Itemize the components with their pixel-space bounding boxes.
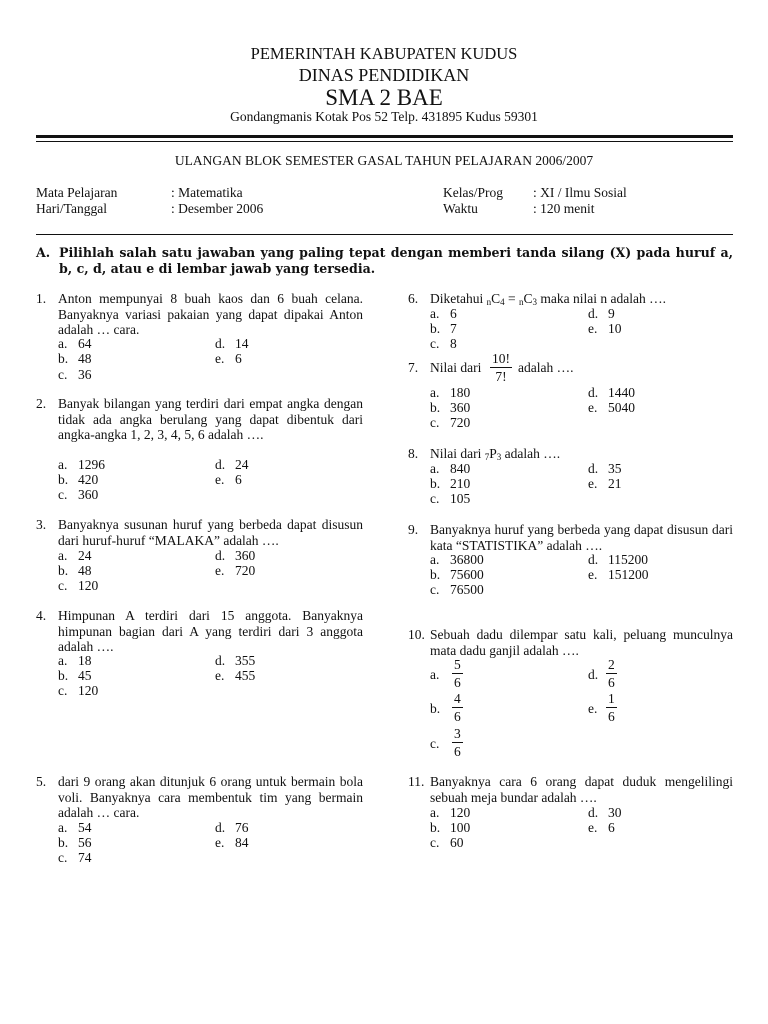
- question-stem: Anton mempunyai 8 buah kaos dan 6 buah celana. Banyaknya variasi pakaian yang dapat dipakai Anton adalah … cara.: [58, 291, 363, 337]
- option-c-letter: c.: [430, 736, 440, 751]
- question-number: 4.: [36, 608, 47, 623]
- option-d-fraction: 2 6: [608, 657, 615, 690]
- header-department: DINAS PENDIDIKAN: [298, 65, 470, 85]
- option-d-letter: d.: [588, 667, 599, 682]
- option-e-fraction: 1 6: [608, 691, 615, 724]
- question-stem: Nilai dari $_7P_3$ adalah ….: [430, 446, 561, 462]
- fraction-bar: [490, 367, 512, 368]
- question-stem: Banyaknya susunan huruf yang berbeda dapat disusun dari huruf-huruf “MALAKA” adalah ….: [58, 517, 363, 548]
- option-a-letter: a.: [430, 667, 440, 682]
- question-stem: dari 9 orang akan ditunjuk 6 orang untuk bermain bola voli. Banyaknya cara membentuk tim yang bermain adalah … cara.: [58, 774, 363, 820]
- question-number: 5.: [36, 774, 47, 789]
- instruction-text: Pilihlah salah satu jawaban yang paling tepat dengan memberi tanda silang (X) pada huruf a, b, c, d, atau e di lembar jawab yang tersedia.: [59, 245, 733, 276]
- question-number: 9.: [408, 522, 419, 537]
- subject-value: : Matematika: [171, 185, 243, 200]
- question-stem-prefix: Nilai dari: [430, 360, 482, 375]
- question-stem: Banyaknya cara 6 orang dapat duduk mengelilingi sebuah meja bundar adalah ….: [430, 774, 733, 805]
- question-stem: Sebuah dadu dilempar satu kali, peluang munculnya mata dadu ganjil adalah ….: [430, 627, 733, 658]
- header-government: PEMERINTAH KABUPATEN KUDUS: [250, 44, 518, 63]
- option-b-letter: b.: [430, 701, 441, 716]
- option-e-letter: e.: [588, 701, 598, 716]
- fraction-numerator: 10!: [492, 351, 510, 366]
- question-number: 2.: [36, 396, 47, 411]
- time-label: Waktu: [443, 201, 478, 216]
- header-school: SMA 2 BAE: [325, 85, 443, 110]
- class-label: Kelas/Prog: [443, 185, 503, 200]
- question-stem-suffix: adalah ….: [518, 360, 574, 375]
- option-b-fraction: 4 6: [454, 691, 461, 724]
- question-stem: Diketahui $_nC_4 = _nC_3$ maka nilai n adalah ….: [430, 291, 666, 307]
- exam-title: ULANGAN BLOK SEMESTER GASAL TAHUN PELAJARAN 2006/2007: [174, 153, 594, 168]
- question-number: 10.: [408, 627, 425, 642]
- question-number: 8.: [408, 446, 419, 461]
- header-address: Gondangmanis Kotak Pos 52 Telp. 431895 Kudus 59301: [230, 109, 538, 124]
- time-value: : 120 menit: [533, 201, 595, 216]
- fraction: [490, 351, 512, 384]
- option-a-fraction: 5 6: [454, 657, 461, 690]
- header-rule-thin: [36, 141, 733, 142]
- section-divider: [36, 234, 733, 235]
- header-rule-thick: [36, 135, 733, 138]
- option-c-fraction: 3 6: [454, 726, 461, 759]
- question-number: 7.: [408, 360, 419, 375]
- question-number: 6.: [408, 291, 419, 306]
- subject-label: Mata Pelajaran: [36, 185, 118, 200]
- question-stem: Himpunan A terdiri dari 15 anggota. Banyaknya himpunan bagian dari A yang terdiri dari 3 anggota adalah ….: [58, 608, 363, 654]
- question-number: 11.: [408, 774, 425, 789]
- question-number: 3.: [36, 517, 47, 532]
- instruction-letter: A.: [36, 245, 51, 260]
- question-stem: Banyak bilangan yang terdiri dari empat angka dengan tidak ada angka berulang yang dapat dibentuk dari angka-angka 1, 2, 3, 4, 5, 6 adalah ….: [58, 396, 363, 442]
- date-value: : Desember 2006: [171, 201, 264, 216]
- date-label: Hari/Tanggal: [36, 201, 108, 216]
- question-number: 1.: [36, 291, 47, 306]
- class-value: : XI / Ilmu Sosial: [533, 185, 627, 200]
- fraction-denominator: 7!: [495, 369, 507, 384]
- question-stem: Banyaknya huruf yang berbeda yang dapat disusun dari kata “STATISTIKA” adalah ….: [430, 522, 733, 553]
